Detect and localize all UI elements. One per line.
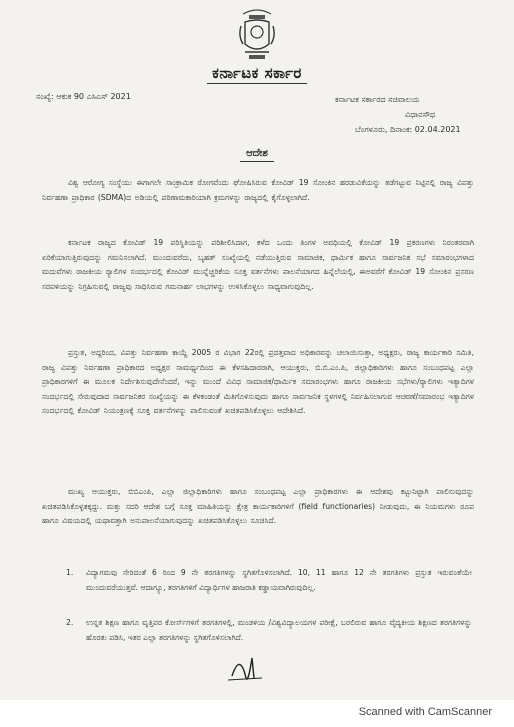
paragraph-text: ವಿಶ್ವ ಆರೋಗ್ಯ ಸಂಸ್ಥೆಯು ಈಗಾಗಲೇ ಸಾಂಕ್ರಾಮಿಕ ರೋಗವೆಂದು ಘೋಷಿಸಿರುವ ಕೋವಿಡ್ 19 ಸೋಂಕಿನ ಹರಡುವಿಕೆಯನ್ನು ತಡೆಗಟ್ಟುವ ನಿಟ್ಟಿನಲ್ಲಿ ರಾಜ್ಯ ವಿಪತ್ತು ನಿರ್ವಹಣಾ ಪ್ರಾಧಿಕಾರ (SDMA)ದ ಅಡಿಯಲ್ಲಿ ಪರಿಣಾಮಕಾರಿಯಾಗಿ ಕ್ರಮಗಳನ್ನು ರಾಜ್ಯದಲ್ಲಿ ಕೈಗೊಳ್ಳಲಾಗಿದೆ. bbox=[42, 178, 474, 202]
title-underline bbox=[207, 83, 307, 84]
list-item bbox=[66, 566, 472, 595]
state-emblem-icon bbox=[237, 8, 277, 62]
signature-mark bbox=[222, 648, 272, 688]
order-underline bbox=[240, 161, 274, 162]
paragraph-text: ಮುಖ್ಯ ಆಯುಕ್ತರು, ಬಿಬಿಎಂಪಿ, ಎಲ್ಲಾ ಜಿಲ್ಲಾಧಿಕಾರಿಗಳು ಹಾಗೂ ಸಂಬಂಧಪಟ್ಟ ಎಲ್ಲಾ ಪ್ರಾಧಿಕಾರಗಳು ಈ ಆದೇಶವು ಕಟ್ಟುನಿಟ್ಟಾಗಿ ಪಾಲಿಸುವುದನ್ನು ಖಚಿತಪಡಿಸಿಕೊಳ್ಳತಕ್ಕದ್ದು. ಮತ್ತು ಸದರಿ ಆದೇಶ ಬಗ್ಗೆ ಸೂಕ್ತ ಮಾಹಿತಿಯನ್ನು ಕ್ಷೇತ್ರ ಕಾರ್ಯಕಾರಿಗಳಿಗೆ (field functionaries) ನೀಡುವುದು, ಈ ನಿಯಮಗಳು ರೂಪ ಹಾಗೂ ವಿಷಯದಲ್ಲಿ ಯಥಾವತ್ತಾಗಿ ಅನುಪಾಲನೆಯಾಗುವುದನ್ನು ಖಚಿತಪಡಿಸಿಕೊಳ್ಳಲು ಸೂಚಿಸಿದೆ. bbox=[42, 487, 474, 525]
office-date: ಬೆಂಗಳೂರು, ದಿನಾಂಕ: 02.04.2021 bbox=[355, 125, 461, 134]
office-address bbox=[335, 92, 461, 137]
paragraph-text: ಕರ್ನಾಟಕ ರಾಜ್ಯದ ಕೋವಿಡ್ 19 ಪರಿಸ್ಥಿತಿಯನ್ನು ಪರಿಶೀಲಿಸಿದಾಗ, ಕಳೆದ ಒಂದು ತಿಂಗಳ ಅವಧಿಯಲ್ಲಿ ಕೋವಿಡ್ 19 ಪ್ರಕರಣಗಳು ನಿರಂತರವಾಗಿ ಏರಿಕೆಯಾಗುತ್ತಿರುವುದನ್ನು ಗಮನಿಸಲಾಗಿದೆ. ಮುಂದುವರೆದು, ಬೃಹತ್ ಸಂಖ್ಯೆಯಲ್ಲಿ ನಡೆಯುತ್ತಿರುವ ಸಾಮಾಜಿಕ, ಧಾರ್ಮಿಕ ಹಾಗೂ ಸಾರ್ವಜನಿಕ ಸಭೆ ಸಮಾರಂಭಗಳಾದ ಮದುವೆಗಳು ರಾಜಕೀಯ ರ್‍ಯಾಲಿಗಳ ಸಂದರ್ಭದಲ್ಲಿ ಕೋವಿಡ್ ಮುನ್ನೆಚ್ಚರಿಕೆಯ ಸೂಕ್ತ ವರ್ತನೆಗಳು ಪಾಲನೆಯಾಗದ ಹಿನ್ನೆಲೆಯಲ್ಲಿ, ಈಅವರೆಗೆ ಕೋವಿಡ್ 19 ಸೋಂಕಿನ ಪ್ರಸರಣ ಸರಪಳಿಯನ್ನು ನಿಗ್ರಹಿಸುವಲ್ಲಿ ರಾಜ್ಯವು ಸಾಧಿಸಿರುವ ಗಮನಾರ್ಹ ಲಾಭಗಳನ್ನು ಉಳಿಸಿಕೊಳ್ಳಲು ಸಾಧ್ಯವಾಗುವುದಿಲ್ಲ. bbox=[42, 238, 474, 291]
paragraph-3 bbox=[42, 346, 474, 419]
page-title: ಕರ್ನಾಟಕ ಸರ್ಕಾರ bbox=[212, 64, 302, 82]
order-heading: ಆದೇಶ bbox=[246, 148, 268, 159]
paragraph-4 bbox=[42, 485, 474, 529]
office-line-1: ಕರ್ನಾಟಕ ಸರ್ಕಾರದ ಸಚಿವಾಲಯ bbox=[335, 95, 420, 104]
list-text: ಉನ್ನತ ಶಿಕ್ಷಣ ಹಾಗೂ ವೃತ್ತಿಪರ ಕೋರ್ಸ್‌ಗಳಿಗೆ ತರಗತಿಗಳಲ್ಲಿ, ಮಂಡಳಿಯ /ವಿಶ್ವವಿದ್ಯಾಲಯಗಳ ಪರೀಕ್ಷೆ, ಬರಲಿರುವ ಹಾಗೂ ವೈದ್ಯಕೀಯ ಶಿಕ್ಷಣದ ತರಗತಿಗಳನ್ನು ಹೊರತು ಪಡಿಸಿ, ಇತರ ಎಲ್ಲಾ ತರಗತಿಗಳನ್ನು ಸ್ಥಗಿತಗೊಳಿಸಲಾಗಿದೆ. bbox=[86, 618, 472, 642]
list-item bbox=[66, 616, 472, 645]
scanner-watermark: Scanned with CamScanner bbox=[358, 706, 492, 718]
paragraph-1 bbox=[42, 176, 474, 205]
list-number: 1. bbox=[66, 568, 74, 577]
paragraph-2 bbox=[42, 236, 474, 294]
paragraph-text: ಪ್ರಸ್ತುತ, ಅದ್ದರಿಂದ, ವಿಪತ್ತು ನಿರ್ವಹಣಾ ಕಾಯ್ದೆ 2005 ರ ವಿಭಾಗ 22ರಲ್ಲಿ ಪ್ರದತ್ತವಾದ ಅಧಿಕಾರವನ್ನು ಚಲಾಯಿಸುತ್ತಾ, ಅಧ್ಯಕ್ಷರು, ರಾಜ್ಯ ಕಾರ್ಯಕಾರಿ ಸಮಿತಿ, ರಾಜ್ಯ ವಿಪತ್ತು ನಿರ್ವಹಣಾ ಪ್ರಾಧಿಕಾರದ ಅಧ್ಯಕ್ಷರ ಸಾಮರ್ಥ್ಯದಿಂದ ಈ ಕೆಳಸಹಿದಾರರಾಗಿ, ಆಯುಕ್ತರು, ಬಿ.ಬಿ.ಎಂ.ಪಿ, ಜಿಲ್ಲಾಧಿಕಾರಿಗಳು ಹಾಗೂ ಸಂಬಂಧಪಟ್ಟ ಎಲ್ಲಾ ಪ್ರಾಧಿಕಾರಗಳಿಗೆ ಈ ಮೂಲಕ ನಿರ್ದೇಶಿಸುವುದೇನೆಂದರೆ, ಇನ್ನು ಮುಂದೆ ವಿವಿಧ ಸಾಮಾಜಿಕ/ಧಾರ್ಮಿಕ ಸಮಾರಂಭಗಳು ಹಾಗೂ ರಾಜಕೀಯ ಸಭೆಗಳು/ರ್‍ಯಾಲಿಗಳು ಇತ್ಯಾದಿಗಳ ಸಂದರ್ಭದಲ್ಲಿ ಸೇರುವುದಾದ ಸಾರ್ವಜನಿಕರ ಸಂಖ್ಯೆಯನ್ನು ಈ ಕೆಳಕಂಡಂತೆ ಮಿತಿಗೊಳಿಸುವುದು ಹಾಗೂ ಸಾರ್ವಜನಿಕ ಸ್ಥಳಗಳಲ್ಲಿ ನಿರ್ವಹಿಸಲಾಗುವ ಆಚರಣೆ/ಸಮಾರಂಭ ಇತ್ಯಾದಿಗಳ ಸಂದರ್ಭದಲ್ಲಿ ಕೋವಿಡ್ ನಿಯಂತ್ರಣಕ್ಕೆ ಸೂಕ್ತ ವರ್ತನೆಗಳನ್ನು ಪಾಲಿಸುವಂತೆ ಖಚಿತಪಡಿಸಿಕೊಳ್ಳಲು ಆದೇಶಿಸಿದೆ. bbox=[42, 348, 474, 415]
reference-number: ಸಂಖ್ಯೆ: ಆಕುಕ 90 ಎಸಿಎಸ್ 2021 bbox=[36, 92, 131, 101]
list-text: ವಿದ್ಯಾಗಮವು ಸೇರಿದಂತೆ 6 ರಿಂದ 9 ನೇ ತರಗತಿಗಳನ್ನು ಸ್ಥಗಿತಗೊಳಿಸಲಾಗಿದೆ. 10, 11 ಹಾಗೂ 12 ನೇ ತರಗತಿಗಳು ಪ್ರಸ್ತುತ ಇರುವಂತೆಯೇ ಮುಂದುವರೆಯುತ್ತವೆ. ಆದಾಗ್ಯೂ, ತರಗತಿಗಳಿಗೆ ವಿದ್ಯಾರ್ಥಿಗಳ ಹಾಜರಾತಿ ಕಡ್ಡಾಯವಾಗಿರುವುದಿಲ್ಲ. bbox=[86, 568, 472, 592]
list-number: 2. bbox=[66, 618, 74, 627]
office-line-2: ವಿಧಾನಸೌಧ bbox=[405, 110, 435, 119]
